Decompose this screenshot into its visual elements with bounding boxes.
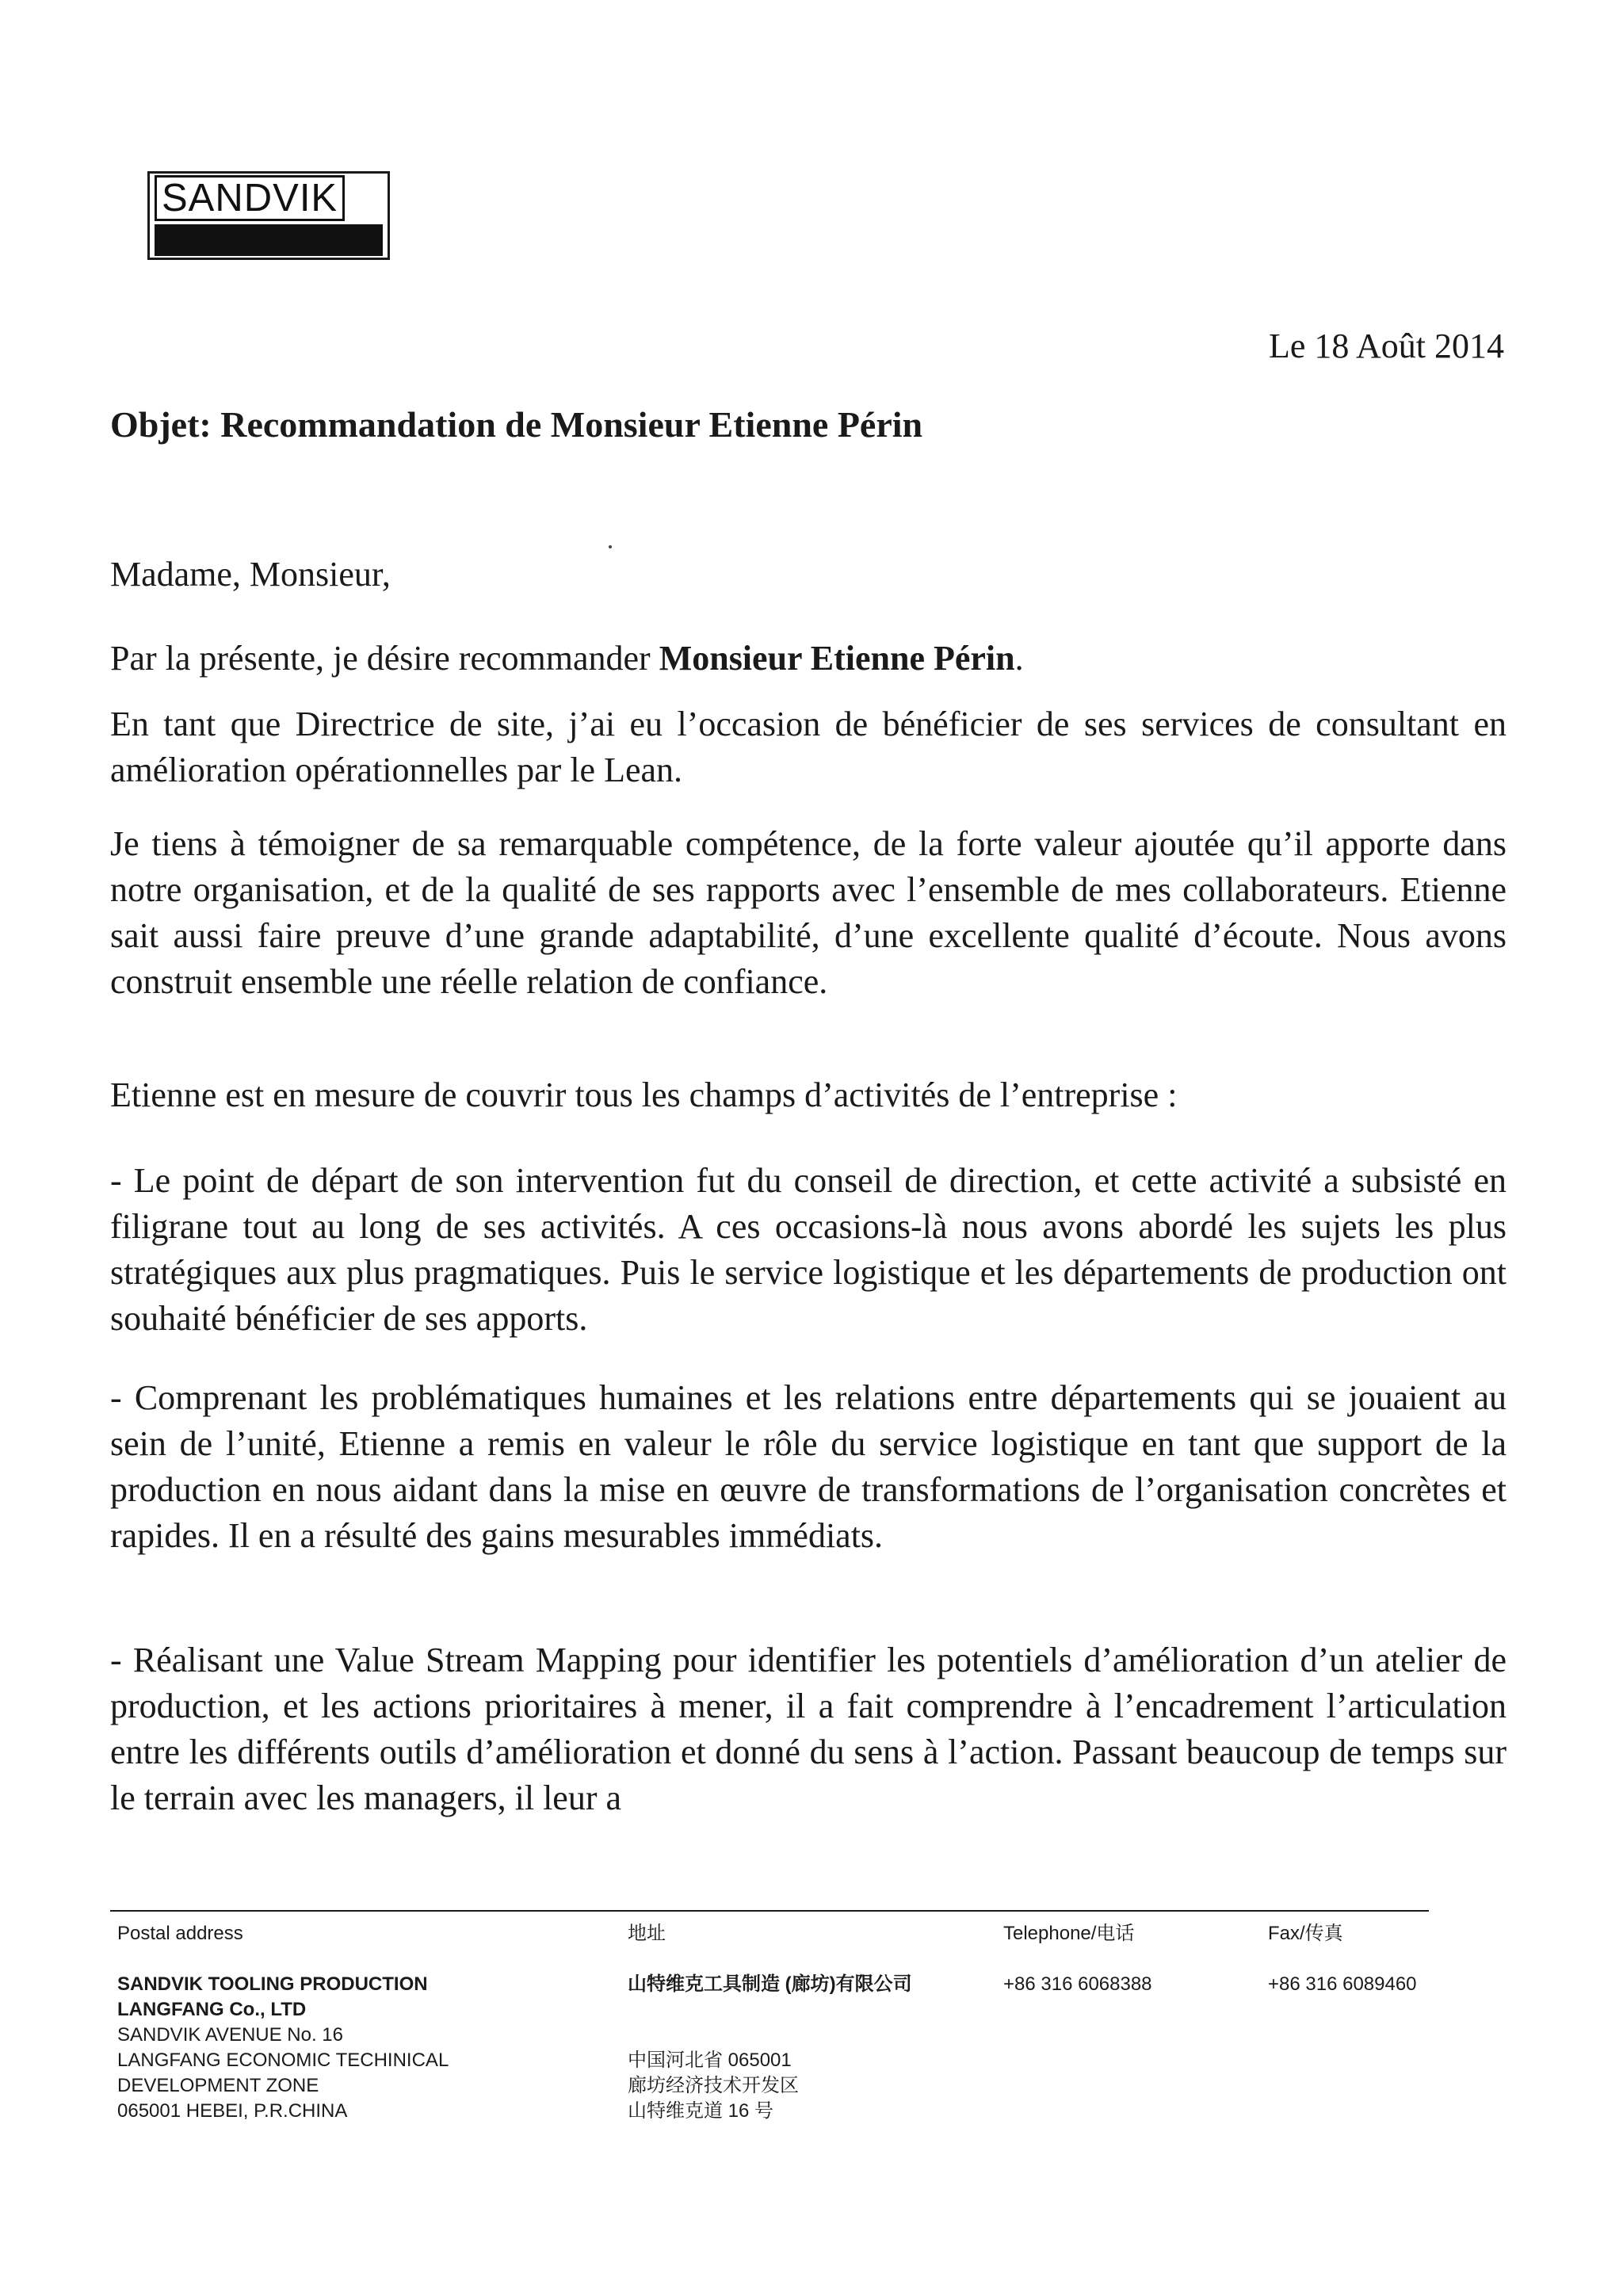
intro-prefix: Par la présente, je désire recommander	[110, 639, 659, 678]
paragraph-bullet-1: - Le point de départ de son intervention fut du conseil de direction, et cette activité a subsisté en filigrane tout au long de ses activités. A ces occasions-là nous avons abordé les sujets les plus stratégiques aux plus pragmatiques. Puis le service logistique et les départements de production ont souhaité bénéficier de ses apports.	[110, 1161, 1507, 1338]
intro-suffix: .	[1014, 639, 1024, 678]
chinese-address-header: 地址	[628, 1923, 666, 1944]
postal-header: Postal address	[117, 1923, 243, 1944]
paragraph-bullet-3: - Réalisant une Value Stream Mapping pour identifier les potentiels d’amélioration d’un atelier de production, et les actions prioritaires à mener, il a fait comprendre à l’encadrement l’articulation entre les différents outils d’amélioration et donné du sens à l’action. Passant beaucoup de temps sur le terrain avec les managers, il leur a	[110, 1641, 1507, 1817]
footer-divider	[110, 1910, 1429, 1912]
chinese-address-line-3: 山特维克道 16 号	[628, 2100, 774, 2122]
footer-postal-address	[117, 1921, 593, 2124]
paragraph-skills: Je tiens à témoigner de sa remarquable compétence, de la forte valeur ajoutée qu’il apporte dans notre organisation, et de la qualité de ses rapports avec l’ensemble de mes collaborateurs. Etienne sait aussi faire preuve d’une grande adaptabilité, d’une excellente qualité d’écoute. Nous avons construit ensemble une réelle relation de confiance.	[110, 824, 1507, 1001]
postal-address-line-2: LANGFANG ECONOMIC TECHINICAL	[117, 2050, 449, 2071]
paragraph-fields: Etienne est en mesure de couvrir tous les champs d’activités de l’entreprise :	[110, 1075, 1178, 1114]
telephone-number: +86 316 6068388	[1003, 1973, 1152, 1995]
sandvik-logo	[147, 171, 390, 260]
letter-subject: Objet: Recommandation de Monsieur Etienne Périn	[110, 404, 923, 445]
greeting: Madame, Monsieur,	[110, 555, 391, 594]
footer-chinese-address	[628, 1921, 976, 2124]
scan-speck	[609, 545, 612, 548]
paragraph-bullet-2: - Comprenant les problématiques humaines et les relations entre départements qui se jouaient au sein de l’unité, Etienne a remis en valeur le rôle du service logistique en tant que support de la production en nous aidant dans la mise en œuvre de transformations de l’organisation concrètes et rapides. Il en a résulté des gains mesurables immédiats.	[110, 1378, 1507, 1555]
chinese-company-name: 山特维克工具制造 (廊坊)有限公司	[628, 1973, 912, 1995]
postal-address-line-1: SANDVIK AVENUE No. 16	[117, 2024, 343, 2046]
fax-number: +86 316 6089460	[1268, 1973, 1417, 1995]
fax-header: Fax/传真	[1268, 1923, 1343, 1944]
postal-address-line-3: DEVELOPMENT ZONE	[117, 2075, 319, 2096]
chinese-address-line-2: 廊坊经济技术开发区	[628, 2075, 799, 2096]
footer-telephone	[1003, 1921, 1241, 1997]
footer-fax	[1268, 1921, 1506, 1997]
telephone-header: Telephone/电话	[1003, 1923, 1135, 1944]
postal-company-line-1: SANDVIK TOOLING PRODUCTION	[117, 1973, 428, 1995]
logo-wordmark: SANDVIK	[155, 175, 345, 221]
logo-bar	[155, 224, 383, 256]
letter-date: Le 18 Août 2014	[1269, 327, 1504, 365]
postal-company-line-2: LANGFANG Co., LTD	[117, 1999, 307, 2020]
postal-address-line-4: 065001 HEBEI, P.R.CHINA	[117, 2100, 348, 2122]
chinese-address-line-1: 中国河北省 065001	[628, 2050, 792, 2071]
paragraph-role: En tant que Directrice de site, j’ai eu l’occasion de bénéficier de ses services de consultant en amélioration opérationnelles par le Lean.	[110, 705, 1507, 789]
recommended-name: Monsieur Etienne Périn	[659, 639, 1015, 678]
intro-paragraph	[110, 636, 1507, 682]
